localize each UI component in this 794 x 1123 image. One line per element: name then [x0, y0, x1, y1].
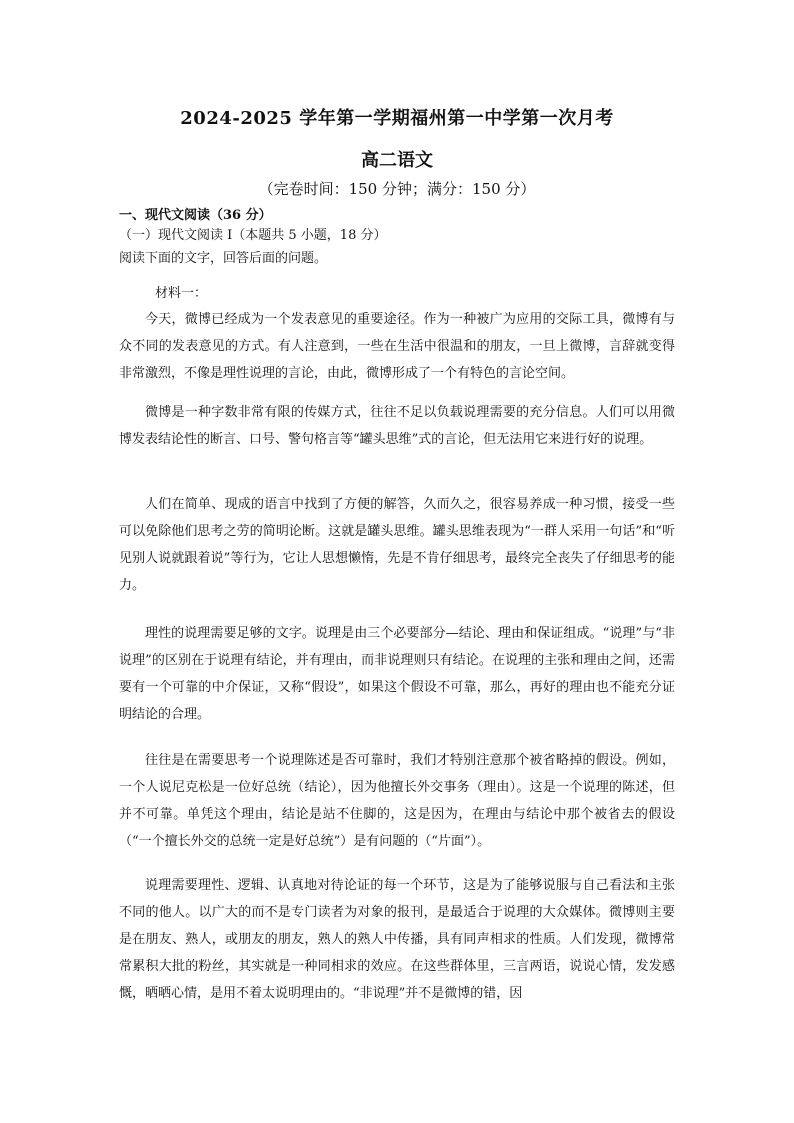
paragraph: 理性的说理需要足够的文字。说理是由三个必要部分—结论、理由和保证组成。“说理”与“非说理”的区别在于说理有结论，并有理由，而非说理则只有结论。在说理的主张和理由之间，还需要有一个可靠的中介保证，又称“假设”，如果这个假设不可靠，那么，再好的理由也不能充分证明结论的合理。 [119, 626, 675, 722]
subject-title: 高二语文 [361, 150, 433, 171]
paragraph: 往往是在需要思考一个说理陈述是否可靠时，我们才特别注意那个被省略掉的假设。例如，一个人说尼克松是一位好总统（结论），因为他擅长外交事务（理由）。这是一个说理的陈述，但并不可靠。单凭这个理由，结论是站不住脚的，这是因为，在理由与结论中那个被省去的假设（“一个擅长外交的总统一定是好总统”）是有问题的（“片面”）。 [119, 753, 675, 849]
paragraph: 人们在简单、现成的语言中找到了方便的解答，久而久之，很容易养成一种习惯，接受一些可以免除他们思考之劳的简明论断。这就是罐头思维。罐头思维表现为“一群人采用一句话”和“听见别人说就跟着说”等行为，它让人思想懒惰，先是不肯仔细思考，最终完全丧失了仔细思考的能力。 [119, 497, 675, 593]
exam-meta: （完卷时间：150 分钟；满分：150 分） [258, 180, 536, 198]
section-heading: 一、现代文阅读（36 分） [119, 208, 272, 223]
exam-title: 2024-2025 学年第一学期福州第一中学第一次月考 [180, 108, 614, 129]
reading-instruction: 阅读下面的文字，回答后面的问题。 [119, 251, 328, 266]
paragraph: 今天，微博已经成为一个发表意见的重要途径。作为一种被广为应用的交际工具，微博有与众不同的发表意见的方式。有人注意到，一些在生活中很温和的朋友，一旦上微博，言辞就变得非常激烈，不像是理性说理的言论，由此，微博形成了一个有特色的言论空间。 [119, 312, 675, 381]
paragraph: 微博是一种字数非常有限的传媒方式，往往不足以负载说理需要的充分信息。人们可以用微博发表结论性的断言、口号、警句格言等“罐头思维”式的言论，但无法用它来进行好的说理。 [119, 405, 675, 447]
paragraph: 说理需要理性、逻辑、认真地对待论证的每一个环节，这是为了能够说服与自己看法和主张不同的他人。以广大的而不是专门读者为对象的报刊，是最适合于说理的大众媒体。微博则主要是在朋友、熟人，或朋友的朋友，熟人的熟人中传播，具有同声相求的性质。人们发现，微博常常累积大批的粉丝，其实就是一种同相求的效应。在这些群体里，三言两语，说说心情，发发感慨，晒晒心情，是用不着太说明理由的。“非说理”并不是微博的错，因 [119, 878, 675, 1001]
subsection-heading: （一）现代文阅读 I（本题共 5 小题，18 分） [119, 228, 387, 243]
material-label: 材料一： [155, 286, 208, 301]
